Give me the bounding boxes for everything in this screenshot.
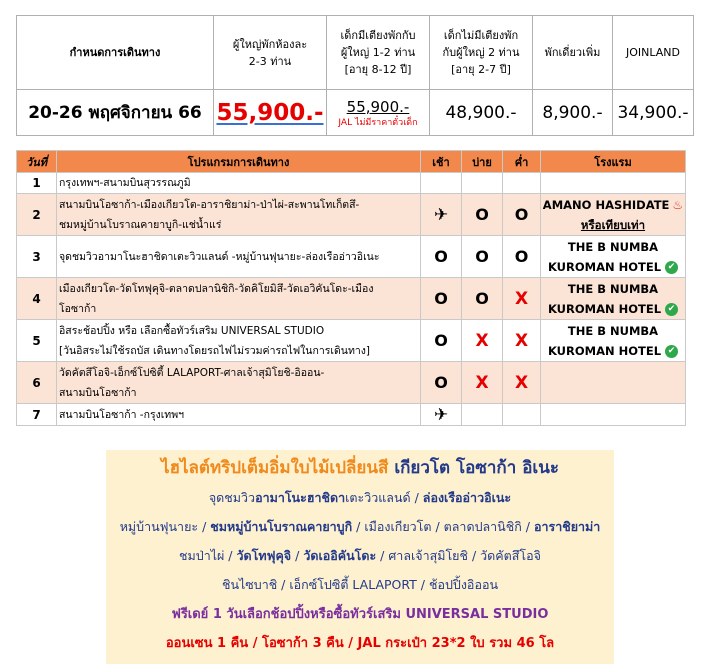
day-program [57, 278, 421, 320]
day-program [57, 404, 421, 426]
hotel-cell [541, 404, 686, 426]
breakfast-mark [421, 194, 462, 236]
airplane-icon: ✈ [433, 404, 449, 425]
day-program [57, 236, 421, 278]
meal-included: O [434, 331, 448, 350]
breakfast-mark [421, 236, 462, 278]
joinland-price: 34,900.- [613, 90, 694, 136]
lunch-mark [462, 362, 503, 404]
adult-price-cell [214, 90, 327, 136]
breakfast-mark [421, 404, 462, 426]
program-row [17, 173, 686, 194]
hl3-b: วัดโทฟุคุจิ [236, 548, 292, 563]
adult-header-line2: 2-3 ท่าน [248, 54, 292, 68]
program-line: กรุงเทพฯ-สนามบินสุวรรณภูมิ [59, 177, 191, 189]
hotel-cell [541, 194, 686, 236]
dinner-mark [503, 362, 541, 404]
child-bed-price-cell [327, 90, 430, 136]
program-line: จุดชมวิวอามาโนะฮาชิดาเตะวิวแลนด์ -หมู่บ้านฟุนายะ-ล่องเรืออ่าวอิเนะ [59, 250, 380, 263]
child-nobed-price: 48,900.- [430, 90, 533, 136]
price-header-title: กำหนดการเดินทาง [17, 16, 214, 90]
child-bed-header-line2: ผู้ใหญ่ 1-2 ท่าน [340, 46, 416, 59]
program-line: วัดคัตสึโอจิ-เอ็กซ์โปซิตี้ LALAPORT-ศาลเจ้าสุมิโยชิ-อิออน- [59, 366, 325, 379]
meal-included: O [475, 205, 489, 224]
day-program [57, 194, 421, 236]
hl1-b: อามาโนะฮาชิดา [255, 490, 346, 505]
hotel-cell [541, 278, 686, 320]
hotel-cell [541, 173, 686, 194]
program-table [16, 150, 686, 426]
lunch-mark [462, 278, 503, 320]
price-header-child-nobed [430, 16, 533, 90]
child-bed-header-line1: เด็กมีเตียงพักกับ [340, 29, 416, 42]
breakfast-mark [421, 173, 462, 194]
day-program [57, 173, 421, 194]
airplane-icon: ✈ [433, 204, 449, 225]
hl1-c: เตะวิวแลนด์ / [345, 490, 423, 505]
price-header-joinland: JOINLAND [613, 16, 694, 90]
meal-included: O [475, 247, 489, 266]
program-line: [วันอิสระไม่ใช้รถบัส เดินทางโดยรถไฟไม่รวมค่ารถไฟในการเดินทาง] [59, 344, 370, 357]
meal-excluded: X [475, 330, 489, 351]
header-breakfast: เช้า [421, 151, 462, 173]
hotel-cell [541, 362, 686, 404]
hl1-a: จุดชมวิว [208, 490, 256, 505]
header-program: โปรแกรมการเดินทาง [57, 151, 421, 173]
meal-included: O [434, 373, 448, 392]
dinner-mark [503, 173, 541, 194]
dinner-mark [503, 194, 541, 236]
hotel-name-line2: KUROMAN HOTEL [547, 259, 662, 274]
highlights-title-b: เกียวโต โอซาก้า อิเนะ [394, 458, 559, 478]
program-line: ชมหมู่บ้านโบราณคายาบูกิ-แช่น้ำแร่ [59, 218, 222, 231]
highlights-line-2 [56, 517, 664, 537]
hl3-c: / [291, 548, 304, 563]
check-icon: ✔ [665, 345, 678, 358]
child-bed-header-line3: [อายุ 8-12 ปี] [344, 63, 412, 76]
day-number: 1 [17, 173, 57, 194]
meal-excluded: X [514, 372, 529, 393]
highlights-title-a: ไฮไลต์ทริปเต็มอิ่มใบไม้เปลี่ยนสี [161, 458, 395, 478]
meal-excluded: X [475, 372, 489, 393]
program-row [17, 320, 686, 362]
meal-included: O [514, 205, 529, 224]
dinner-mark [503, 236, 541, 278]
hotel-name: THE B NUMBA [567, 323, 659, 338]
header-lunch: บ่าย [462, 151, 503, 173]
highlights-line-4: ชินไซบาชิ / เอ็กซ์โปซิตี้ LALAPORT / ช้อปปิ้งอิออน [221, 577, 499, 592]
price-table [16, 15, 694, 136]
program-row [17, 278, 686, 320]
day-program [57, 362, 421, 404]
lunch-mark [462, 236, 503, 278]
hl2-c: / เมืองเกียวโต / ตลาดปลานิชิกิ / [352, 519, 534, 534]
meal-included: O [514, 247, 529, 266]
day-number: 4 [17, 278, 57, 320]
day-number: 6 [17, 362, 57, 404]
breakfast-mark [421, 320, 462, 362]
day-number: 5 [17, 320, 57, 362]
highlights-line-1 [106, 488, 614, 508]
program-line: สนามบินโอซาก้า-เมืองเกียวโต-อาราชิยาม่า-ป่าไผ่-สะพานโทเก็ตสึ- [59, 198, 360, 211]
program-row [17, 362, 686, 404]
adult-price: 55,900.- [216, 99, 324, 126]
hl2-a: หมู่บ้านฟุนายะ / [119, 519, 211, 534]
day-program [57, 320, 421, 362]
single-price: 8,900.- [533, 90, 613, 136]
lunch-mark [462, 194, 503, 236]
child-nobed-header-line1: เด็กไม่มีเตียงพัก [443, 29, 519, 42]
child-nobed-header-line2: กับผู้ใหญ่ 2 ท่าน [442, 46, 520, 59]
child-bed-price: 55,900.- [346, 97, 410, 116]
hotel-name-line2: หรือเทียบเท่า [580, 217, 646, 232]
day-number: 2 [17, 194, 57, 236]
dinner-mark [503, 404, 541, 426]
meal-included: O [434, 247, 448, 266]
highlights-box [106, 450, 614, 664]
hl1-d: ล่องเรืออ่าวอิเนะ [422, 490, 512, 505]
hotel-cell [541, 236, 686, 278]
breakfast-mark [421, 362, 462, 404]
hl2-b: ชมหมู่บ้านโบราณคายาบูกิ [210, 519, 353, 534]
hl3-d: วัดเออิคันโดะ [303, 548, 377, 563]
price-header-child-bed [327, 16, 430, 90]
adult-header-line1: ผู้ใหญ่พักห้องละ [232, 37, 308, 51]
meal-included: O [434, 289, 448, 308]
jal-child-note: JAL ไม่มีราคาตั๋วเด็ก [338, 117, 418, 128]
check-icon: ✔ [665, 261, 678, 274]
hot-spring-icon: ♨ [672, 197, 684, 212]
hotel-name-line2: KUROMAN HOTEL [547, 301, 662, 316]
meal-included: O [475, 289, 489, 308]
day-number: 7 [17, 404, 57, 426]
hl2-d: อาราชิยาม่า [533, 519, 601, 534]
day-number: 3 [17, 236, 57, 278]
program-row [17, 194, 686, 236]
price-header-adult [214, 16, 327, 90]
lunch-mark [462, 173, 503, 194]
program-line: สนามบินโอซาก้า [59, 386, 137, 399]
header-dinner: ค่ำ [503, 151, 541, 173]
meal-excluded: X [514, 330, 529, 351]
program-line: โอซาก้า [59, 302, 97, 315]
hotel-name: THE B NUMBA [567, 281, 659, 296]
header-hotel: โรงแรม [541, 151, 686, 173]
breakfast-mark [421, 278, 462, 320]
travel-date: 20-26 พฤศจิกายน 66 [17, 90, 214, 136]
dinner-mark [503, 320, 541, 362]
highlights-line-5: ฟรีเดย์ 1 วันเลือกช้อปปิ้งหรือซื้อทัวร์เสริม UNIVERSAL STUDIO [171, 607, 549, 622]
meal-excluded: X [514, 288, 529, 309]
hl3-e: / ศาลเจ้าสุมิโยชิ / วัดคัตสึโอจิ [376, 548, 541, 563]
hotel-name: AMANO HASHIDATE [542, 197, 670, 212]
program-line: อิสระช้อปปิ้ง หรือ เลือกซื้อทัวร์เสริม UNIVERSAL STUDIO [59, 324, 325, 337]
highlights-line-3 [106, 546, 614, 566]
highlights-title [106, 454, 614, 481]
lunch-mark [462, 404, 503, 426]
dinner-mark [503, 278, 541, 320]
lunch-mark [462, 320, 503, 362]
child-nobed-header-line3: [อายุ 2-7 ปี] [451, 63, 511, 76]
program-row [17, 236, 686, 278]
program-line: สนามบินโอซาก้า -กรุงเทพฯ [59, 408, 185, 421]
header-day: วันที่ [17, 151, 57, 173]
hl3-a: ชมป่าไผ่ / [179, 548, 237, 563]
highlights-line-6: ออนเซน 1 คืน / โอซาก้า 3 คืน / JAL กระเป๋า 23*2 ใบ รวม 46 โล [165, 636, 555, 651]
check-icon: ✔ [665, 303, 678, 316]
hotel-cell [541, 320, 686, 362]
program-line: เมืองเกียวโต-วัดโทฟุคุจิ-ตลาดปลานิชิกิ-วัดคิโยมิสึ-วัดเอวิคันโดะ-เมือง [59, 282, 374, 295]
hotel-name: THE B NUMBA [567, 239, 659, 254]
hotel-name-line2: KUROMAN HOTEL [547, 343, 662, 358]
price-header-single: พักเดี่ยวเพิ่ม [533, 16, 613, 90]
program-row [17, 404, 686, 426]
